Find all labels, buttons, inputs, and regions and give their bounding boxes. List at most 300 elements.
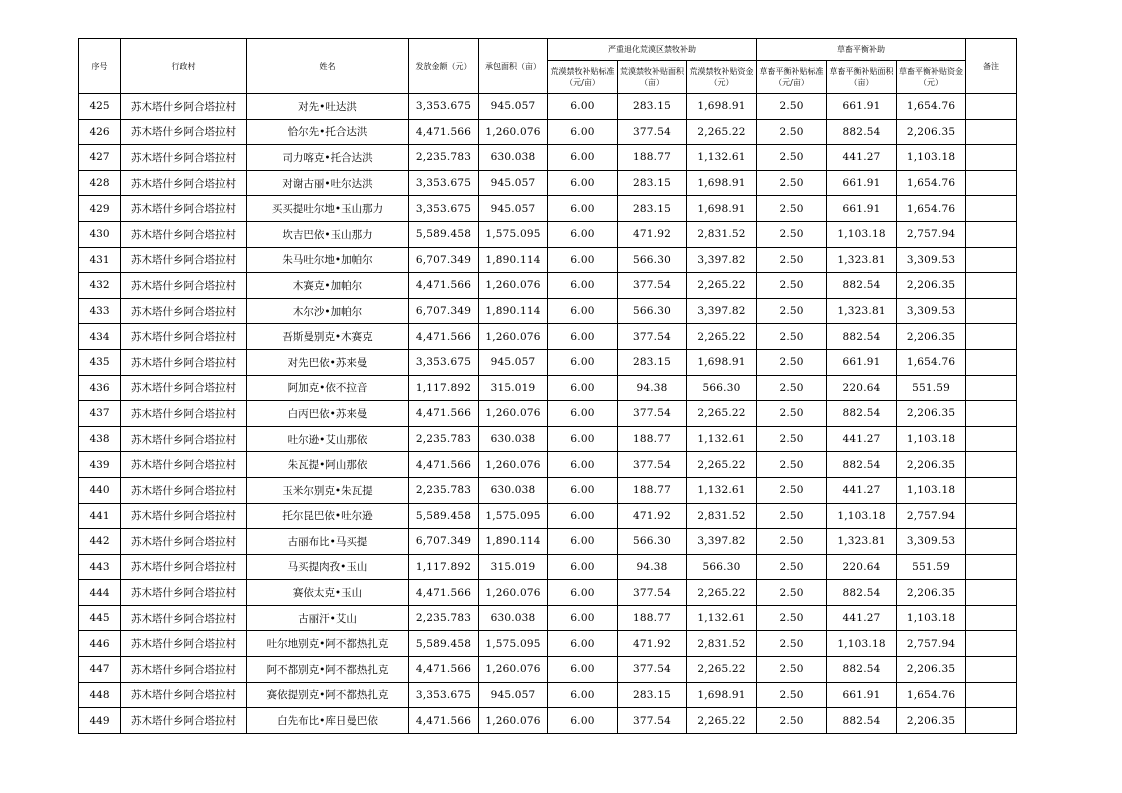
- cell-area: 1,260.076: [479, 580, 548, 606]
- cell-seq: 428: [79, 170, 121, 196]
- header-ban-area: 荒漠禁牧补贴面积（亩）: [618, 61, 687, 94]
- cell-seq: 436: [79, 375, 121, 401]
- cell-ban-standard: 6.00: [548, 529, 618, 555]
- cell-bal-standard: 2.50: [757, 452, 827, 478]
- cell-seq: 438: [79, 426, 121, 452]
- cell-bal-area: 1,103.18: [827, 221, 897, 247]
- cell-bal-money: 1,103.18: [897, 426, 966, 452]
- cell-ban-money: 1,698.91: [687, 94, 757, 120]
- cell-name: 买买提吐尔地•玉山那力: [247, 196, 409, 222]
- cell-name: 恰尔先•托合达洪: [247, 119, 409, 145]
- cell-remark: [966, 529, 1017, 555]
- cell-bal-money: 2,206.35: [897, 657, 966, 683]
- cell-ban-area: 283.15: [618, 94, 687, 120]
- cell-ban-standard: 6.00: [548, 94, 618, 120]
- cell-bal-area: 1,103.18: [827, 503, 897, 529]
- cell-area: 1,260.076: [479, 657, 548, 683]
- cell-bal-money: 3,309.53: [897, 298, 966, 324]
- cell-ban-area: 377.54: [618, 708, 687, 734]
- cell-amount: 2,235.783: [409, 605, 479, 631]
- cell-village: 苏木塔什乡阿合塔拉村: [121, 119, 247, 145]
- cell-amount: 4,471.566: [409, 708, 479, 734]
- cell-village: 苏木塔什乡阿合塔拉村: [121, 349, 247, 375]
- cell-bal-standard: 2.50: [757, 221, 827, 247]
- cell-ban-money: 2,265.22: [687, 708, 757, 734]
- cell-remark: [966, 324, 1017, 350]
- cell-village: 苏木塔什乡阿合塔拉村: [121, 273, 247, 299]
- cell-remark: [966, 375, 1017, 401]
- cell-ban-standard: 6.00: [548, 452, 618, 478]
- cell-ban-area: 283.15: [618, 682, 687, 708]
- table-row: [79, 298, 1017, 324]
- cell-village: 苏木塔什乡阿合塔拉村: [121, 631, 247, 657]
- cell-ban-area: 471.92: [618, 503, 687, 529]
- cell-ban-standard: 6.00: [548, 375, 618, 401]
- cell-village: 苏木塔什乡阿合塔拉村: [121, 145, 247, 171]
- table-row: [79, 657, 1017, 683]
- cell-village: 苏木塔什乡阿合塔拉村: [121, 682, 247, 708]
- cell-bal-standard: 2.50: [757, 375, 827, 401]
- table-row: [79, 554, 1017, 580]
- cell-area: 1,575.095: [479, 503, 548, 529]
- cell-amount: 6,707.349: [409, 529, 479, 555]
- cell-seq: 442: [79, 529, 121, 555]
- cell-ban-money: 2,265.22: [687, 401, 757, 427]
- cell-seq: 448: [79, 682, 121, 708]
- cell-amount: 3,353.675: [409, 196, 479, 222]
- cell-area: 630.038: [479, 477, 548, 503]
- cell-bal-standard: 2.50: [757, 657, 827, 683]
- cell-amount: 6,707.349: [409, 298, 479, 324]
- cell-seq: 444: [79, 580, 121, 606]
- cell-area: 1,260.076: [479, 452, 548, 478]
- cell-amount: 4,471.566: [409, 401, 479, 427]
- cell-seq: 434: [79, 324, 121, 350]
- cell-village: 苏木塔什乡阿合塔拉村: [121, 298, 247, 324]
- cell-bal-money: 1,654.76: [897, 196, 966, 222]
- cell-name: 坎吉巴依•玉山那力: [247, 221, 409, 247]
- cell-ban-area: 377.54: [618, 657, 687, 683]
- cell-ban-money: 566.30: [687, 375, 757, 401]
- cell-bal-area: 1,103.18: [827, 631, 897, 657]
- header-seq: 序号: [79, 39, 121, 94]
- cell-ban-area: 377.54: [618, 401, 687, 427]
- cell-bal-money: 2,206.35: [897, 273, 966, 299]
- cell-ban-standard: 6.00: [548, 580, 618, 606]
- cell-seq: 427: [79, 145, 121, 171]
- cell-amount: 2,235.783: [409, 145, 479, 171]
- cell-ban-area: 377.54: [618, 119, 687, 145]
- cell-seq: 431: [79, 247, 121, 273]
- cell-bal-money: 1,103.18: [897, 605, 966, 631]
- cell-ban-standard: 6.00: [548, 401, 618, 427]
- cell-ban-standard: 6.00: [548, 554, 618, 580]
- table-row: [79, 452, 1017, 478]
- cell-area: 945.057: [479, 170, 548, 196]
- cell-bal-money: 2,206.35: [897, 580, 966, 606]
- cell-village: 苏木塔什乡阿合塔拉村: [121, 503, 247, 529]
- cell-name: 阿不都别克•阿不都热扎克: [247, 657, 409, 683]
- cell-village: 苏木塔什乡阿合塔拉村: [121, 221, 247, 247]
- cell-area: 630.038: [479, 426, 548, 452]
- cell-ban-money: 566.30: [687, 554, 757, 580]
- cell-ban-area: 188.77: [618, 145, 687, 171]
- table-row: [79, 273, 1017, 299]
- cell-village: 苏木塔什乡阿合塔拉村: [121, 94, 247, 120]
- cell-area: 1,260.076: [479, 324, 548, 350]
- cell-village: 苏木塔什乡阿合塔拉村: [121, 375, 247, 401]
- cell-bal-area: 1,323.81: [827, 529, 897, 555]
- cell-amount: 4,471.566: [409, 273, 479, 299]
- cell-remark: [966, 477, 1017, 503]
- cell-area: 945.057: [479, 349, 548, 375]
- cell-amount: 4,471.566: [409, 452, 479, 478]
- cell-ban-money: 2,265.22: [687, 657, 757, 683]
- cell-name: 对先•吐达洪: [247, 94, 409, 120]
- cell-ban-money: 1,698.91: [687, 682, 757, 708]
- cell-bal-area: 882.54: [827, 401, 897, 427]
- cell-seq: 449: [79, 708, 121, 734]
- table-row: [79, 426, 1017, 452]
- cell-bal-area: 882.54: [827, 708, 897, 734]
- cell-amount: 2,235.783: [409, 426, 479, 452]
- cell-bal-area: 1,323.81: [827, 298, 897, 324]
- cell-bal-area: 441.27: [827, 605, 897, 631]
- cell-bal-standard: 2.50: [757, 196, 827, 222]
- cell-village: 苏木塔什乡阿合塔拉村: [121, 580, 247, 606]
- cell-bal-standard: 2.50: [757, 426, 827, 452]
- cell-village: 苏木塔什乡阿合塔拉村: [121, 605, 247, 631]
- cell-ban-standard: 6.00: [548, 247, 618, 273]
- cell-bal-money: 2,757.94: [897, 221, 966, 247]
- cell-village: 苏木塔什乡阿合塔拉村: [121, 452, 247, 478]
- cell-ban-standard: 6.00: [548, 708, 618, 734]
- cell-ban-area: 94.38: [618, 375, 687, 401]
- cell-ban-area: 188.77: [618, 605, 687, 631]
- cell-name: 吐尔逊•艾山那依: [247, 426, 409, 452]
- cell-name: 赛依太克•玉山: [247, 580, 409, 606]
- cell-seq: 429: [79, 196, 121, 222]
- table-row: [79, 349, 1017, 375]
- cell-village: 苏木塔什乡阿合塔拉村: [121, 247, 247, 273]
- table-row: [79, 324, 1017, 350]
- cell-amount: 4,471.566: [409, 580, 479, 606]
- cell-ban-area: 283.15: [618, 196, 687, 222]
- cell-ban-area: 377.54: [618, 273, 687, 299]
- cell-ban-area: 283.15: [618, 349, 687, 375]
- cell-village: 苏木塔什乡阿合塔拉村: [121, 170, 247, 196]
- header-ban-money: 荒漠禁牧补贴资金（元）: [687, 61, 757, 94]
- cell-bal-money: 1,103.18: [897, 477, 966, 503]
- cell-name: 白丙巴依•苏来曼: [247, 401, 409, 427]
- cell-bal-area: 220.64: [827, 375, 897, 401]
- cell-bal-area: 441.27: [827, 145, 897, 171]
- table-row: [79, 196, 1017, 222]
- cell-bal-area: 882.54: [827, 273, 897, 299]
- cell-ban-area: 377.54: [618, 580, 687, 606]
- cell-area: 315.019: [479, 375, 548, 401]
- cell-name: 朱马吐尔地•加帕尔: [247, 247, 409, 273]
- cell-bal-money: 1,654.76: [897, 349, 966, 375]
- cell-bal-area: 882.54: [827, 119, 897, 145]
- cell-bal-money: 2,206.35: [897, 452, 966, 478]
- header-amount: 发放金额（元）: [409, 39, 479, 94]
- cell-amount: 4,471.566: [409, 119, 479, 145]
- cell-village: 苏木塔什乡阿合塔拉村: [121, 657, 247, 683]
- cell-ban-money: 1,132.61: [687, 477, 757, 503]
- cell-remark: [966, 426, 1017, 452]
- cell-bal-standard: 2.50: [757, 503, 827, 529]
- cell-bal-money: 551.59: [897, 554, 966, 580]
- cell-bal-area: 661.91: [827, 94, 897, 120]
- table-row: [79, 529, 1017, 555]
- cell-ban-standard: 6.00: [548, 298, 618, 324]
- cell-bal-area: 882.54: [827, 657, 897, 683]
- table-row: [79, 682, 1017, 708]
- cell-name: 阿加克•依不拉音: [247, 375, 409, 401]
- cell-bal-standard: 2.50: [757, 247, 827, 273]
- cell-seq: 440: [79, 477, 121, 503]
- cell-ban-standard: 6.00: [548, 682, 618, 708]
- cell-village: 苏木塔什乡阿合塔拉村: [121, 196, 247, 222]
- cell-name: 古丽汗•艾山: [247, 605, 409, 631]
- cell-name: 马买提肉孜•玉山: [247, 554, 409, 580]
- cell-remark: [966, 170, 1017, 196]
- cell-ban-standard: 6.00: [548, 426, 618, 452]
- header-area: 承包面积（亩）: [479, 39, 548, 94]
- cell-amount: 5,589.458: [409, 631, 479, 657]
- cell-bal-money: 1,103.18: [897, 145, 966, 171]
- cell-village: 苏木塔什乡阿合塔拉村: [121, 426, 247, 452]
- cell-area: 1,260.076: [479, 119, 548, 145]
- cell-amount: 5,589.458: [409, 221, 479, 247]
- cell-seq: 426: [79, 119, 121, 145]
- header-name: 姓名: [247, 39, 409, 94]
- cell-bal-standard: 2.50: [757, 273, 827, 299]
- cell-ban-money: 3,397.82: [687, 298, 757, 324]
- cell-ban-money: 2,831.52: [687, 503, 757, 529]
- cell-remark: [966, 401, 1017, 427]
- cell-ban-area: 377.54: [618, 324, 687, 350]
- cell-area: 1,890.114: [479, 247, 548, 273]
- cell-bal-area: 220.64: [827, 554, 897, 580]
- subsidy-table: [78, 38, 1017, 734]
- cell-ban-money: 2,265.22: [687, 580, 757, 606]
- cell-amount: 3,353.675: [409, 170, 479, 196]
- cell-bal-area: 1,323.81: [827, 247, 897, 273]
- cell-seq: 443: [79, 554, 121, 580]
- cell-remark: [966, 580, 1017, 606]
- cell-amount: 2,235.783: [409, 477, 479, 503]
- header-ban-standard: 荒漠禁牧补贴标准（元/亩）: [548, 61, 618, 94]
- cell-seq: 446: [79, 631, 121, 657]
- cell-seq: 425: [79, 94, 121, 120]
- cell-ban-money: 1,132.61: [687, 605, 757, 631]
- cell-seq: 432: [79, 273, 121, 299]
- cell-remark: [966, 657, 1017, 683]
- table-row: [79, 170, 1017, 196]
- cell-bal-money: 551.59: [897, 375, 966, 401]
- cell-ban-area: 566.30: [618, 298, 687, 324]
- cell-ban-money: 2,265.22: [687, 452, 757, 478]
- cell-ban-standard: 6.00: [548, 631, 618, 657]
- cell-remark: [966, 349, 1017, 375]
- cell-ban-money: 2,265.22: [687, 273, 757, 299]
- cell-area: 1,260.076: [479, 273, 548, 299]
- cell-village: 苏木塔什乡阿合塔拉村: [121, 708, 247, 734]
- cell-remark: [966, 145, 1017, 171]
- cell-seq: 439: [79, 452, 121, 478]
- cell-area: 1,575.095: [479, 221, 548, 247]
- cell-seq: 430: [79, 221, 121, 247]
- cell-ban-money: 1,698.91: [687, 349, 757, 375]
- cell-bal-standard: 2.50: [757, 554, 827, 580]
- cell-seq: 441: [79, 503, 121, 529]
- cell-seq: 437: [79, 401, 121, 427]
- cell-bal-standard: 2.50: [757, 119, 827, 145]
- cell-bal-standard: 2.50: [757, 580, 827, 606]
- cell-ban-money: 1,132.61: [687, 426, 757, 452]
- cell-bal-area: 441.27: [827, 477, 897, 503]
- cell-name: 对谢古丽•吐尔达洪: [247, 170, 409, 196]
- cell-area: 1,575.095: [479, 631, 548, 657]
- cell-ban-standard: 6.00: [548, 605, 618, 631]
- cell-bal-standard: 2.50: [757, 349, 827, 375]
- cell-ban-money: 1,698.91: [687, 170, 757, 196]
- table-row: [79, 221, 1017, 247]
- table-header: [79, 39, 1017, 94]
- cell-name: 对先巴依•苏来曼: [247, 349, 409, 375]
- cell-name: 吾斯曼别克•木赛克: [247, 324, 409, 350]
- table-row: [79, 580, 1017, 606]
- cell-village: 苏木塔什乡阿合塔拉村: [121, 554, 247, 580]
- cell-remark: [966, 94, 1017, 120]
- cell-remark: [966, 554, 1017, 580]
- cell-ban-money: 3,397.82: [687, 247, 757, 273]
- cell-bal-area: 882.54: [827, 580, 897, 606]
- cell-ban-money: 2,831.52: [687, 221, 757, 247]
- cell-bal-area: 882.54: [827, 324, 897, 350]
- table-row: [79, 401, 1017, 427]
- cell-bal-standard: 2.50: [757, 94, 827, 120]
- cell-area: 630.038: [479, 145, 548, 171]
- cell-ban-standard: 6.00: [548, 503, 618, 529]
- header-bal-money: 草畜平衡补贴资金（元）: [897, 61, 966, 94]
- cell-bal-area: 882.54: [827, 452, 897, 478]
- header-group-balance: 草畜平衡补助: [757, 39, 966, 61]
- cell-bal-standard: 2.50: [757, 708, 827, 734]
- cell-amount: 6,707.349: [409, 247, 479, 273]
- header-bal-area: 草畜平衡补贴面积（亩）: [827, 61, 897, 94]
- cell-amount: 3,353.675: [409, 682, 479, 708]
- cell-name: 托尔昆巴依•吐尔逊: [247, 503, 409, 529]
- cell-bal-area: 661.91: [827, 196, 897, 222]
- cell-ban-standard: 6.00: [548, 145, 618, 171]
- cell-area: 1,890.114: [479, 298, 548, 324]
- cell-remark: [966, 221, 1017, 247]
- cell-remark: [966, 631, 1017, 657]
- cell-bal-standard: 2.50: [757, 401, 827, 427]
- cell-name: 司力喀克•托合达洪: [247, 145, 409, 171]
- cell-ban-standard: 6.00: [548, 119, 618, 145]
- cell-seq: 447: [79, 657, 121, 683]
- cell-amount: 3,353.675: [409, 349, 479, 375]
- cell-bal-money: 2,757.94: [897, 631, 966, 657]
- cell-bal-money: 2,206.35: [897, 324, 966, 350]
- cell-seq: 445: [79, 605, 121, 631]
- cell-name: 吐尔地别克•阿不都热扎克: [247, 631, 409, 657]
- cell-bal-money: 2,206.35: [897, 708, 966, 734]
- cell-bal-money: 1,654.76: [897, 682, 966, 708]
- cell-village: 苏木塔什乡阿合塔拉村: [121, 477, 247, 503]
- cell-ban-money: 2,265.22: [687, 324, 757, 350]
- table-row: [79, 119, 1017, 145]
- table-row: [79, 605, 1017, 631]
- cell-ban-money: 3,397.82: [687, 529, 757, 555]
- cell-ban-area: 188.77: [618, 426, 687, 452]
- cell-name: 白先布比•库日曼巴依: [247, 708, 409, 734]
- cell-ban-standard: 6.00: [548, 273, 618, 299]
- table-row: [79, 94, 1017, 120]
- cell-amount: 3,353.675: [409, 94, 479, 120]
- cell-remark: [966, 298, 1017, 324]
- cell-area: 630.038: [479, 605, 548, 631]
- cell-ban-area: 188.77: [618, 477, 687, 503]
- cell-remark: [966, 452, 1017, 478]
- table-row: [79, 145, 1017, 171]
- cell-area: 1,260.076: [479, 708, 548, 734]
- cell-bal-area: 661.91: [827, 170, 897, 196]
- table-row: [79, 503, 1017, 529]
- table-body: [79, 94, 1017, 734]
- cell-bal-money: 1,654.76: [897, 94, 966, 120]
- cell-ban-area: 566.30: [618, 247, 687, 273]
- cell-bal-money: 3,309.53: [897, 529, 966, 555]
- cell-ban-area: 283.15: [618, 170, 687, 196]
- cell-remark: [966, 708, 1017, 734]
- cell-remark: [966, 196, 1017, 222]
- cell-bal-money: 2,757.94: [897, 503, 966, 529]
- cell-bal-money: 3,309.53: [897, 247, 966, 273]
- cell-bal-money: 2,206.35: [897, 119, 966, 145]
- cell-ban-standard: 6.00: [548, 324, 618, 350]
- cell-ban-standard: 6.00: [548, 196, 618, 222]
- cell-remark: [966, 119, 1017, 145]
- cell-bal-area: 661.91: [827, 349, 897, 375]
- cell-ban-standard: 6.00: [548, 221, 618, 247]
- cell-ban-area: 471.92: [618, 631, 687, 657]
- cell-remark: [966, 247, 1017, 273]
- cell-bal-area: 661.91: [827, 682, 897, 708]
- cell-name: 玉米尔别克•朱瓦提: [247, 477, 409, 503]
- table-row: [79, 477, 1017, 503]
- cell-name: 赛依提别克•阿不都热扎克: [247, 682, 409, 708]
- cell-village: 苏木塔什乡阿合塔拉村: [121, 529, 247, 555]
- header-village: 行政村: [121, 39, 247, 94]
- cell-area: 315.019: [479, 554, 548, 580]
- table-row: [79, 375, 1017, 401]
- cell-amount: 1,117.892: [409, 375, 479, 401]
- header-bal-standard: 草畜平衡补贴标准（元/亩）: [757, 61, 827, 94]
- cell-bal-standard: 2.50: [757, 324, 827, 350]
- cell-remark: [966, 503, 1017, 529]
- cell-amount: 5,589.458: [409, 503, 479, 529]
- cell-amount: 4,471.566: [409, 324, 479, 350]
- cell-name: 木赛克•加帕尔: [247, 273, 409, 299]
- cell-name: 朱瓦提•阿山那依: [247, 452, 409, 478]
- cell-area: 1,890.114: [479, 529, 548, 555]
- cell-ban-money: 2,265.22: [687, 119, 757, 145]
